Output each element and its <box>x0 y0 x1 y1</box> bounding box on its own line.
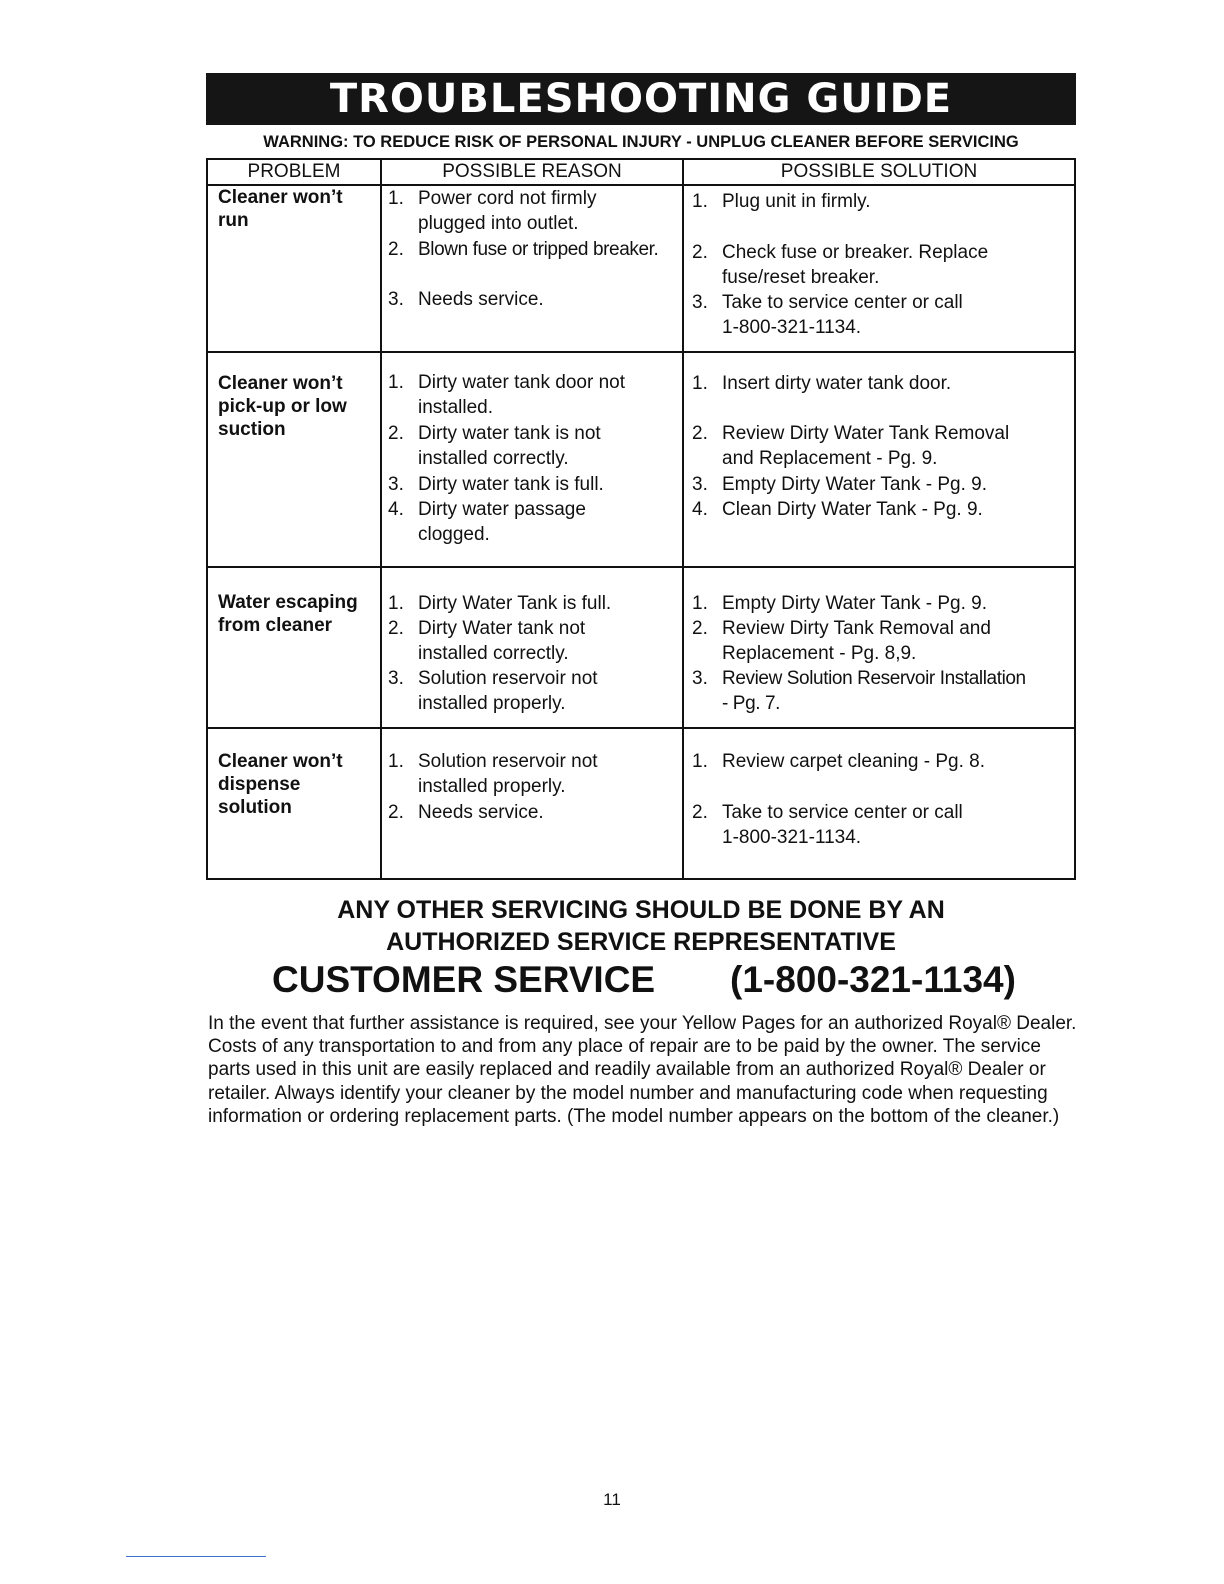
problem-cell: Cleaner won’t dispense solution <box>218 751 343 818</box>
header-problem: PROBLEM <box>208 160 380 186</box>
problem-cell: Cleaner won’t pick-up or low suction <box>218 373 347 440</box>
problem-cell: Cleaner won’t run <box>218 187 343 231</box>
service-paragraph: In the event that further assistance is required, see your Yellow Pages for an authorized Royal® Dealer. Costs of any transportation to and from any place of repair are to be paid by the owner. The service parts used in this unit are easily replaced and readily available from an authorized Royal® Dealer or retailer. Always identify your cleaner by the model number and manufacturing code when requesting information or ordering replacement parts. (The model number appears on the bottom of the cleaner.) <box>208 1013 1077 1127</box>
scan-artifact-line <box>126 1556 266 1557</box>
row-divider <box>208 566 1074 568</box>
servicing-notice-line2: AUTHORIZED SERVICE REPRESENTATIVE <box>386 928 896 956</box>
header-possible-reason: POSSIBLE REASON <box>382 160 682 186</box>
warning-text: WARNING: TO REDUCE RISK OF PERSONAL INJURY - UNPLUG CLEANER BEFORE SERVICING <box>263 133 1019 151</box>
column-divider <box>380 160 382 878</box>
customer-service-label: CUSTOMER SERVICE <box>272 959 656 1000</box>
page-title: TROUBLESHOOTING GUIDE <box>206 73 1076 125</box>
row-divider <box>208 727 1074 729</box>
column-divider <box>682 160 684 878</box>
servicing-notice-line1: ANY OTHER SERVICING SHOULD BE DONE BY AN <box>337 896 945 924</box>
header-possible-solution: POSSIBLE SOLUTION <box>684 160 1074 186</box>
problem-cell: Water escaping from cleaner <box>218 592 358 636</box>
page-number: 11 <box>603 1490 621 1509</box>
customer-service-phone: (1-800-321-1134) <box>730 959 1016 1000</box>
troubleshooting-table: PROBLEM POSSIBLE REASON POSSIBLE SOLUTION Cleaner won’t run 1. Power cord not firmly plugged into outlet. 2. Blown fuse or tripped breaker. 3. Needs service. 1. Plug unit in firmly. 2. Check fuse or breaker. Replace fuse/reset breaker. 3. Take to service center or call 1-800-321-1134. Cleaner won’t pick-up or low suction 1. Dirty water tank door not installed. 2. Dirty water tank is not installed correctly. 3. Dirty water tank is full. 4. Dirty water passage clogged. 1. Insert dirty water tank door. 2. Review Dirty Water Tank Removal and Replacement - Pg. 9. 3. Empty Dirty Water Tank - Pg. 9. 4. Clean Dirty Water Tank - Pg. 9. Water escaping from cleaner 1. Dirty Water Tank is full. 2. Dirty Water tank not installed correctly. 3. Solution reservoir not installed properly. 1. Empty Dirty Water Tank - Pg. 9. 2. Review Dirty Tank Removal and Replacement - Pg. 8,9. 3. Review Solution Reservoir Installation - Pg. 7. Cleaner won’t dispense solution 1. Solution reservoir not installed properly. 2. Needs service. 1. Review carpet cleaning - Pg. 8. 2. Take to service center or call 1-800-321-1134. <box>206 158 1076 880</box>
row-divider <box>208 351 1074 353</box>
